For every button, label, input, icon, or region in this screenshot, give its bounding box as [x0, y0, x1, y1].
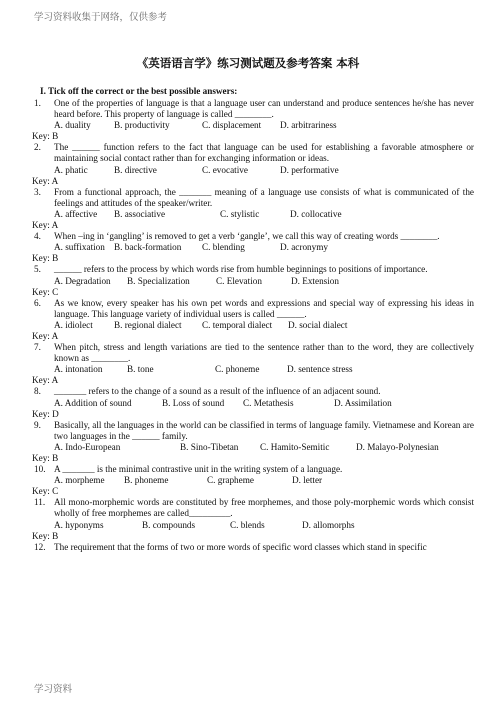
answer-key: Key: B [32, 453, 59, 463]
option-b: B. phoneme [124, 475, 169, 486]
option-d: D. performative [280, 164, 339, 175]
option-b: B. associative [114, 208, 166, 219]
question-stem: Basically, all the languages in the world can be classified in terms of language family. Vietnamese and Korean are two languages in the ______ family. [54, 419, 474, 441]
question-number: 10. [34, 464, 46, 475]
answer-options [54, 364, 474, 375]
answer-key: Key: A [32, 330, 59, 341]
option-b: B. productivity [114, 120, 170, 131]
answer-key: Key: A [32, 375, 59, 386]
option-c: C. grapheme [207, 475, 254, 486]
option-c: C. Elevation [216, 275, 262, 286]
option-d: D. Assimilation [334, 397, 392, 408]
answer-key: Key: D [32, 408, 59, 419]
question-item [34, 386, 474, 408]
document-title: 《英语语言学》练习测试题及参考答案 本科 [136, 56, 360, 70]
question-item [34, 420, 474, 453]
answer-options [54, 242, 474, 253]
answer-key: Key: A [32, 175, 59, 186]
question-stem: One of the properties of language is that a language user can understand and produce sentences he/she has never heard before. This property of language is called ________. [54, 98, 474, 120]
option-c: C. blending [202, 242, 245, 253]
option-a: A. duality [54, 120, 91, 131]
option-a: A. phatic [54, 164, 88, 175]
option-a: A. hyponyms [54, 519, 104, 530]
question-item [34, 298, 474, 331]
option-a: A. morpheme [54, 475, 105, 486]
question-item [34, 497, 474, 530]
page-header-note: 学习资料收集于网络，仅供参考 [34, 12, 168, 23]
question-item [34, 98, 474, 131]
option-c: C. Metathesis [243, 397, 294, 408]
question-stem: When pitch, stress and length variations are tied to the sentence rather than to the word, they are collectively known as ________. [54, 342, 474, 364]
option-c: C. Hamito-Semitic [260, 441, 330, 452]
option-b: B. Sino-Tibetan [180, 441, 239, 452]
question-number: 5. [34, 264, 41, 275]
answer-options [54, 398, 474, 409]
question-number: 1. [34, 98, 41, 108]
option-b: B. regional dialect [114, 319, 182, 330]
answer-options [54, 442, 474, 453]
option-c: C. phoneme [215, 364, 260, 375]
option-b: B. tone [127, 364, 154, 375]
option-c: C. blends [230, 519, 265, 530]
answer-key: Key: C [32, 286, 59, 297]
question-item [34, 231, 474, 253]
question-item [34, 342, 474, 375]
question-stem: The requirement that the forms of two or more words of specific word classes which stand in specific [54, 541, 427, 552]
answer-options [54, 475, 474, 486]
answer-key: Key: B [32, 253, 59, 264]
question-item [34, 464, 474, 486]
option-b: B. compounds [142, 519, 196, 530]
option-a: A. Indo-European [54, 441, 121, 452]
option-a: A. Addition of sound [54, 397, 132, 408]
question-number: 3. [34, 186, 41, 197]
question-stem: A _______ is the minimal contrastive unit in the writing system of a language. [54, 464, 343, 475]
question-item [34, 187, 474, 220]
question-item [34, 264, 474, 286]
option-d: D. acronymy [280, 242, 328, 253]
answer-options [54, 320, 474, 331]
option-b: B. Loss of sound [162, 397, 225, 408]
option-a: A. affective [54, 208, 98, 219]
answer-options [54, 209, 474, 220]
option-c: C. displacement [202, 120, 262, 131]
section-heading: I. Tick off the correct or the best possible answers: [40, 86, 238, 96]
option-b: B. directive [114, 164, 157, 175]
option-c: C. evocative [202, 164, 248, 175]
answer-key: Key: B [32, 131, 59, 142]
option-d: D. Extension [291, 275, 339, 286]
question-item [34, 542, 474, 553]
option-d: D. Malayo-Polynesian [356, 441, 439, 452]
answer-options [54, 165, 474, 176]
question-number: 7. [34, 342, 41, 353]
option-a: A. suffixation [54, 242, 105, 253]
question-stem: _______ refers to the change of a sound as a result of the influence of an adjacent sound. [54, 386, 381, 397]
question-stem: ______ refers to the process by which words rise from humble beginnings to positions of importance. [54, 264, 428, 275]
question-stem: All mono-morphemic words are constituted by free morphemes, and those poly-morphemic words which consist wholly of free morphemes are called_________. [54, 497, 474, 519]
question-number: 9. [34, 419, 41, 430]
option-d: D. allomorphs [302, 519, 355, 530]
answer-options [54, 520, 474, 531]
option-b: B. back-formation [114, 242, 182, 253]
question-item [34, 142, 474, 175]
question-list [34, 98, 474, 553]
option-b: B. Specialization [127, 275, 190, 286]
option-d: D. sentence stress [287, 364, 353, 375]
page-footer-note: 学习资料 [34, 684, 73, 695]
answer-key: Key: C [32, 486, 59, 497]
option-c: C. temporal dialect [202, 319, 273, 330]
question-number: 11. [34, 497, 46, 508]
question-number: 12. [34, 541, 46, 552]
answer-options [54, 120, 474, 131]
option-a: A. Degradation [54, 275, 111, 286]
option-c: C. stylistic [220, 208, 260, 219]
option-d: D. collocative [290, 208, 342, 219]
question-stem: When –ing in ‘gangling’ is removed to get a verb ‘gangle’, we call this way of creating words ________. [54, 231, 440, 242]
question-number: 6. [34, 297, 41, 308]
question-number: 8. [34, 386, 41, 397]
question-stem: From a functional approach, the _______ meaning of a language use consists of what is communicated of the feelings and attitudes of the speaker/writer. [54, 186, 474, 208]
answer-options [54, 276, 474, 287]
answer-key: Key: B [32, 530, 59, 541]
question-number: 2. [34, 142, 41, 153]
answer-key: Key: A [32, 220, 59, 231]
option-a: A. idiolect [54, 319, 93, 330]
question-stem: As we know, every speaker has his own pet words and expressions and special way of expressing his ideas in language. This language variety of individual users is called ______. [54, 297, 474, 319]
question-stem: The ______ function refers to the fact that language can be used for establishing a favorable atmosphere or maintaining social contact rather than for exchanging information or ideas. [54, 142, 474, 164]
question-number: 4. [34, 231, 41, 242]
option-d: D. arbitrariness [280, 120, 337, 131]
option-d: D. letter [292, 475, 323, 486]
option-a: A. intonation [54, 364, 103, 375]
option-d: D. social dialect [288, 319, 348, 330]
